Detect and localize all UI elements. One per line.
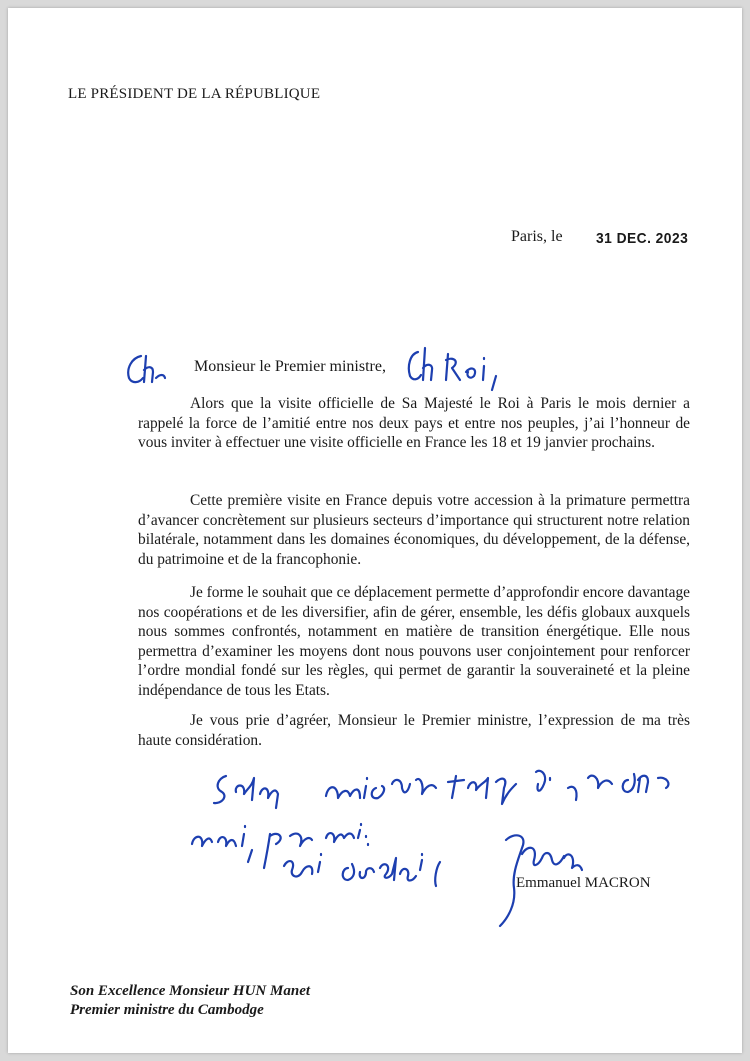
handwritten-signature [500, 835, 582, 926]
handwriting-layer [8, 8, 742, 1053]
signatory-name: Emmanuel MACRON [516, 875, 651, 891]
handwritten-closing [192, 771, 668, 886]
paragraph-2-text: Cette première visite en France depuis votre accession à la primature permettra d’avancer concrètement sur plusieurs secteurs d’importance qui structurent notre relation bilatérale, notamment dans les domaines économiques, du développement, de la défense, du patrimoine et de la francophonie. [138, 492, 690, 568]
salutation: Monsieur le Premier ministre, [194, 358, 386, 375]
paragraph-3-text: Je forme le souhait que ce déplacement permette d’approfondir encore davantage nos coopérations et de les diversifier, afin de gérer, ensemble, les défis globaux auxquels nous sommes confrontés, notamment en matière de transition énergétique. Elle nous permettra d’examiner les moyens dont nous pouvons user conjointement pour renforcer l’ordre mondial fondé sur les règles, qui permet de garantir la souveraineté et la pleine indépendance de tous les Etats. [138, 584, 690, 699]
handwritten-salutation-prefix [128, 356, 165, 382]
addressee-line-1: Son Excellence Monsieur HUN Manet [70, 983, 311, 999]
date-stamp: 31 DEC. 2023 [596, 230, 689, 247]
addressee-line-2: Premier ministre du Cambodge [70, 1002, 264, 1018]
date-place: Paris, le [511, 228, 563, 245]
letterhead-title: LE PRÉSIDENT DE LA RÉPUBLIQUE [68, 86, 321, 102]
paragraph-1-text: Alors que la visite officielle de Sa Majesté le Roi à Paris le mois dernier a rappelé la force de l’amitié entre nos deux pays et entre nos peuples, j’ai l’honneur de vous inviter à effectuer une visite officielle en France les 18 et 19 janvier prochains. [138, 395, 690, 451]
letter-page [8, 8, 742, 1053]
handwritten-salutation-suffix [409, 348, 496, 390]
paragraph-4-text: Je vous prie d’agréer, Monsieur le Premier ministre, l’expression de ma très haute considération. [138, 712, 690, 749]
